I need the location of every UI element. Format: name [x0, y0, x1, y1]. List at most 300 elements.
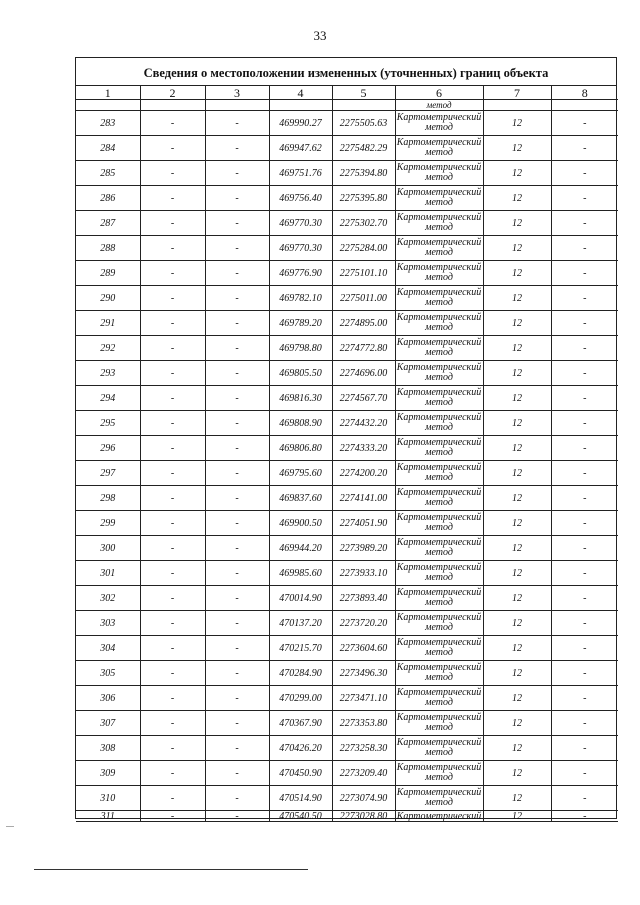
method-line: Картометрический: [396, 612, 482, 623]
column-2-cell: -: [140, 611, 205, 636]
method-line: метод: [425, 522, 453, 533]
column-2-cell: -: [140, 511, 205, 536]
table-row: [76, 786, 618, 811]
table-row: [76, 486, 618, 511]
y-coordinate-cell: 2274141.00: [332, 486, 395, 511]
y-coordinate-cell: 2275395.80: [332, 186, 395, 211]
y-coordinate-cell: 2275505.63: [332, 111, 395, 136]
point-number-cell: 288: [76, 236, 140, 261]
y-coordinate-cell: 2275011.00: [332, 286, 395, 311]
x-coordinate-cell: 469837.60: [269, 486, 332, 511]
table-row: [76, 636, 618, 661]
table-row: [76, 461, 618, 486]
method-line: Картометрический: [396, 337, 482, 348]
column-8-cell: -: [551, 736, 618, 761]
method-line: метод: [425, 597, 453, 608]
column-8-cell: -: [551, 786, 618, 811]
column-3-cell: -: [205, 561, 269, 586]
method-cell: [395, 711, 483, 736]
method-line: Картометрический: [396, 412, 482, 423]
method-cell: [395, 536, 483, 561]
method-line: Картометрический: [396, 462, 482, 473]
column-8-cell: -: [551, 711, 618, 736]
method-line: Картометрический: [396, 562, 482, 573]
y-coordinate-cell: 2273989.20: [332, 536, 395, 561]
method-line: метод: [425, 472, 453, 483]
method-line: Картометрический: [396, 187, 482, 198]
column-2-cell: -: [140, 686, 205, 711]
page-number: 33: [313, 28, 327, 43]
method-cell: [395, 511, 483, 536]
column-8-cell: -: [551, 486, 618, 511]
accuracy-cell: 12: [483, 386, 551, 411]
column-2-cell: -: [140, 386, 205, 411]
column-3-cell: -: [205, 336, 269, 361]
column-header: 2: [140, 86, 205, 100]
method-cell: [395, 311, 483, 336]
column-2-cell: -: [140, 561, 205, 586]
accuracy-cell: 12: [483, 611, 551, 636]
method-line: Картометрический: [396, 637, 482, 648]
x-coordinate-cell: 470299.00: [269, 686, 332, 711]
method-line: метод: [425, 797, 453, 808]
y-coordinate-cell: 2273258.30: [332, 736, 395, 761]
column-2-cell: -: [140, 786, 205, 811]
column-3-cell: -: [205, 486, 269, 511]
column-2-cell: -: [140, 236, 205, 261]
accuracy-cell: 12: [483, 736, 551, 761]
x-coordinate-cell: 469776.90: [269, 261, 332, 286]
column-3-cell: -: [205, 661, 269, 686]
x-coordinate-cell: 469795.60: [269, 461, 332, 486]
column-2-cell: -: [140, 536, 205, 561]
method-cell: [395, 461, 483, 486]
method-line: Картометрический: [396, 587, 482, 598]
method-line: метод: [425, 497, 453, 508]
method-cell: [395, 636, 483, 661]
column-header-row: [76, 86, 618, 100]
x-coordinate-cell: 470514.90: [269, 786, 332, 811]
table-row: [76, 586, 618, 611]
column-2-cell: -: [140, 211, 205, 236]
column-3-cell: -: [205, 711, 269, 736]
point-number-cell: 298: [76, 486, 140, 511]
method-line: Картометрический: [396, 162, 482, 173]
accuracy-cell: 12: [483, 211, 551, 236]
method-line: Картометрический: [396, 212, 482, 223]
point-number-cell: 309: [76, 761, 140, 786]
method-line: Картометрический: [396, 237, 482, 248]
point-number-cell: 289: [76, 261, 140, 286]
column-2-cell: -: [140, 411, 205, 436]
method-line: Картометрический: [396, 137, 482, 148]
method-cell: [395, 761, 483, 786]
column-3-cell: -: [205, 511, 269, 536]
table-row: [76, 536, 618, 561]
x-coordinate-cell: 470367.90: [269, 711, 332, 736]
x-coordinate-cell: 469789.20: [269, 311, 332, 336]
column-8-cell: -: [551, 811, 618, 822]
method-line: метод: [425, 172, 453, 183]
accuracy-cell: 12: [483, 536, 551, 561]
column-3-cell: -: [205, 736, 269, 761]
x-coordinate-cell: 469756.40: [269, 186, 332, 211]
column-8-cell: -: [551, 136, 618, 161]
method-cell: [395, 736, 483, 761]
column-8-cell: -: [551, 211, 618, 236]
x-coordinate-cell: 470215.70: [269, 636, 332, 661]
method-line: метод: [425, 122, 453, 133]
table-row: [76, 336, 618, 361]
y-coordinate-cell: 2273720.20: [332, 611, 395, 636]
column-2-cell: -: [140, 261, 205, 286]
y-coordinate-cell: 2275101.10: [332, 261, 395, 286]
method-line: Картометрический: [396, 762, 482, 773]
y-coordinate-cell: 2273209.40: [332, 761, 395, 786]
method-line: Картометрический: [396, 387, 482, 398]
method-cell: [395, 586, 483, 611]
x-coordinate-cell: 469798.80: [269, 336, 332, 361]
method-cell: Картометрический: [396, 810, 482, 822]
point-number-cell: 307: [76, 711, 140, 736]
point-number-cell: 285: [76, 161, 140, 186]
y-coordinate-cell: 2275302.70: [332, 211, 395, 236]
column-header: 8: [551, 86, 618, 100]
method-line: Картометрический: [396, 662, 482, 673]
accuracy-cell: 12: [483, 511, 551, 536]
column-3-cell: -: [205, 186, 269, 211]
method-cell: [395, 686, 483, 711]
method-line: Картометрический: [396, 112, 482, 123]
table-row: [76, 436, 618, 461]
method-line: метод: [425, 572, 453, 583]
point-number-cell: 286: [76, 186, 140, 211]
y-coordinate-cell: 2274567.70: [332, 386, 395, 411]
point-number-cell: 296: [76, 436, 140, 461]
table-row: [76, 761, 618, 786]
method-cell: [395, 261, 483, 286]
column-3-cell: -: [205, 636, 269, 661]
table-row: [76, 261, 618, 286]
x-coordinate-cell: 469947.62: [269, 136, 332, 161]
method-line: Картометрический: [396, 737, 482, 748]
margin-mark: [6, 826, 14, 827]
column-3-cell: -: [205, 261, 269, 286]
accuracy-cell: 12: [483, 586, 551, 611]
method-line: метод: [425, 722, 453, 733]
column-8-cell: -: [551, 561, 618, 586]
column-8-cell: -: [551, 236, 618, 261]
y-coordinate-cell: 2274200.20: [332, 461, 395, 486]
column-3-cell: -: [205, 686, 269, 711]
column-8-cell: -: [551, 336, 618, 361]
table-row: [76, 236, 618, 261]
column-2-cell: -: [140, 486, 205, 511]
table-title: Сведения о местоположении измененных (уточненных) границ объекта: [76, 58, 616, 86]
method-line: Картометрический: [396, 437, 482, 448]
point-number-cell: 305: [76, 661, 140, 686]
column-3-cell: -: [205, 311, 269, 336]
y-coordinate-cell: 2273604.60: [332, 636, 395, 661]
method-cell: [395, 411, 483, 436]
table-row: [76, 211, 618, 236]
column-8-cell: -: [551, 186, 618, 211]
method-cell: [395, 561, 483, 586]
point-number-cell: 291: [76, 311, 140, 336]
x-coordinate-cell: 469808.90: [269, 411, 332, 436]
method-line: метод: [425, 397, 453, 408]
column-8-cell: -: [551, 111, 618, 136]
column-8-cell: -: [551, 286, 618, 311]
point-number-cell: 301: [76, 561, 140, 586]
method-line: Картометрический: [396, 262, 482, 273]
point-number-cell: 295: [76, 411, 140, 436]
method-cell: [395, 336, 483, 361]
accuracy-cell: 12: [483, 761, 551, 786]
table-row: [76, 811, 618, 822]
accuracy-cell: 12: [483, 811, 551, 822]
point-number-cell: 299: [76, 511, 140, 536]
table-row: [76, 311, 618, 336]
accuracy-cell: 12: [483, 486, 551, 511]
accuracy-cell: 12: [483, 661, 551, 686]
point-number-cell: 290: [76, 286, 140, 311]
y-coordinate-cell: 2274432.20: [332, 411, 395, 436]
footer-rule: [34, 869, 308, 870]
x-coordinate-cell: 470284.90: [269, 661, 332, 686]
point-number-cell: 284: [76, 136, 140, 161]
table-row: [76, 686, 618, 711]
column-3-cell: -: [205, 536, 269, 561]
method-line: метод: [425, 222, 453, 233]
accuracy-cell: 12: [483, 361, 551, 386]
column-3-cell: -: [205, 161, 269, 186]
method-cell: [395, 361, 483, 386]
accuracy-cell: 12: [483, 436, 551, 461]
method-cell: [395, 161, 483, 186]
column-2-cell: -: [140, 111, 205, 136]
method-line: Картометрический: [396, 512, 482, 523]
table-row: [76, 561, 618, 586]
x-coordinate-cell: 469900.50: [269, 511, 332, 536]
point-number-cell: 310: [76, 786, 140, 811]
accuracy-cell: 12: [483, 186, 551, 211]
column-3-cell: -: [205, 461, 269, 486]
point-number-cell: 297: [76, 461, 140, 486]
column-8-cell: -: [551, 386, 618, 411]
x-coordinate-cell: 469782.10: [269, 286, 332, 311]
y-coordinate-cell: 2273028.80: [332, 811, 395, 822]
method-cell: [395, 186, 483, 211]
x-coordinate-cell: 470540.50: [269, 811, 332, 822]
column-3-cell: -: [205, 111, 269, 136]
y-coordinate-cell: 2273893.40: [332, 586, 395, 611]
accuracy-cell: 12: [483, 111, 551, 136]
method-line: Картометрический: [396, 487, 482, 498]
accuracy-cell: 12: [483, 336, 551, 361]
accuracy-cell: 12: [483, 711, 551, 736]
column-8-cell: -: [551, 611, 618, 636]
method-line: метод: [425, 747, 453, 758]
y-coordinate-cell: 2274051.90: [332, 511, 395, 536]
column-3-cell: -: [205, 786, 269, 811]
table-row: [76, 711, 618, 736]
column-3-cell: -: [205, 136, 269, 161]
table-row: [76, 136, 618, 161]
table-row: [76, 411, 618, 436]
y-coordinate-cell: 2275284.00: [332, 236, 395, 261]
x-coordinate-cell: 470014.90: [269, 586, 332, 611]
column-8-cell: -: [551, 461, 618, 486]
point-number-cell: 283: [76, 111, 140, 136]
accuracy-cell: 12: [483, 461, 551, 486]
method-cell: [395, 111, 483, 136]
x-coordinate-cell: 469816.30: [269, 386, 332, 411]
x-coordinate-cell: 470137.20: [269, 611, 332, 636]
table-row: [76, 186, 618, 211]
method-cell: [395, 611, 483, 636]
table-frame: [75, 57, 617, 822]
method-line: метод: [425, 247, 453, 258]
column-3-cell: -: [205, 286, 269, 311]
y-coordinate-cell: 2274895.00: [332, 311, 395, 336]
accuracy-cell: 12: [483, 686, 551, 711]
column-header: 3: [205, 86, 269, 100]
table-row: [76, 511, 618, 536]
x-coordinate-cell: 469944.20: [269, 536, 332, 561]
accuracy-cell: 12: [483, 636, 551, 661]
column-3-cell: -: [205, 761, 269, 786]
table-row: [76, 661, 618, 686]
accuracy-cell: 12: [483, 311, 551, 336]
column-2-cell: -: [140, 311, 205, 336]
method-line: метод: [425, 197, 453, 208]
method-line: метод: [425, 422, 453, 433]
method-line: метод: [425, 372, 453, 383]
point-number-cell: 294: [76, 386, 140, 411]
y-coordinate-cell: 2275482.29: [332, 136, 395, 161]
column-header: 7: [483, 86, 551, 100]
method-cell: [395, 661, 483, 686]
table-row: [76, 611, 618, 636]
column-3-cell: -: [205, 411, 269, 436]
column-2-cell: -: [140, 186, 205, 211]
table-row: [76, 286, 618, 311]
column-3-cell: -: [205, 811, 269, 822]
point-number-cell: 304: [76, 636, 140, 661]
column-8-cell: -: [551, 161, 618, 186]
method-line: метод: [425, 622, 453, 633]
column-8-cell: -: [551, 761, 618, 786]
column-header: 4: [269, 86, 332, 100]
y-coordinate-cell: 2274696.00: [332, 361, 395, 386]
y-coordinate-cell: 2273933.10: [332, 561, 395, 586]
column-8-cell: -: [551, 636, 618, 661]
column-header: 1: [76, 86, 140, 100]
method-line: метод: [425, 447, 453, 458]
method-line: метод: [425, 147, 453, 158]
column-3-cell: -: [205, 211, 269, 236]
method-line: метод: [425, 672, 453, 683]
method-line: Картометрический: [396, 362, 482, 373]
column-8-cell: -: [551, 586, 618, 611]
table-row: [76, 736, 618, 761]
method-cell: [395, 211, 483, 236]
table-row: [76, 161, 618, 186]
method-line: Картометрический: [396, 712, 482, 723]
column-header: 5: [332, 86, 395, 100]
y-coordinate-cell: 2275394.80: [332, 161, 395, 186]
method-cell: [395, 486, 483, 511]
accuracy-cell: 12: [483, 786, 551, 811]
column-2-cell: -: [140, 736, 205, 761]
method-line: Картометрический: [396, 312, 482, 323]
column-3-cell: -: [205, 236, 269, 261]
point-number-cell: 293: [76, 361, 140, 386]
column-8-cell: -: [551, 361, 618, 386]
column-2-cell: -: [140, 161, 205, 186]
column-8-cell: -: [551, 436, 618, 461]
column-8-cell: -: [551, 536, 618, 561]
method-line: метод: [425, 272, 453, 283]
method-cell: [395, 136, 483, 161]
method-cell: [395, 236, 483, 261]
method-cell: [395, 786, 483, 811]
y-coordinate-cell: 2273074.90: [332, 786, 395, 811]
point-number-cell: 306: [76, 686, 140, 711]
method-line: метод: [425, 547, 453, 558]
y-coordinate-cell: 2273353.80: [332, 711, 395, 736]
method-line: Картометрический: [396, 287, 482, 298]
point-number-cell: 302: [76, 586, 140, 611]
method-line: Картометрический: [396, 687, 482, 698]
y-coordinate-cell: 2274333.20: [332, 436, 395, 461]
column-2-cell: -: [140, 436, 205, 461]
method-line: метод: [425, 347, 453, 358]
y-coordinate-cell: 2273471.10: [332, 686, 395, 711]
x-coordinate-cell: 469985.60: [269, 561, 332, 586]
accuracy-cell: 12: [483, 286, 551, 311]
method-cell: [395, 286, 483, 311]
table-row: [76, 111, 618, 136]
column-3-cell: -: [205, 586, 269, 611]
column-8-cell: -: [551, 261, 618, 286]
point-number-cell: 311: [76, 811, 140, 822]
column-8-cell: -: [551, 511, 618, 536]
point-number-cell: 308: [76, 736, 140, 761]
method-line: Картометрический: [396, 787, 482, 798]
column-2-cell: -: [140, 711, 205, 736]
x-coordinate-cell: 469751.76: [269, 161, 332, 186]
x-coordinate-cell: 469770.30: [269, 211, 332, 236]
coordinates-table: [76, 86, 618, 822]
column-2-cell: -: [140, 761, 205, 786]
column-2-cell: -: [140, 136, 205, 161]
column-8-cell: -: [551, 661, 618, 686]
x-coordinate-cell: 469770.30: [269, 236, 332, 261]
column-2-cell: -: [140, 811, 205, 822]
method-line: метод: [425, 772, 453, 783]
column-2-cell: -: [140, 336, 205, 361]
continuation-row: [76, 100, 618, 111]
method-line: метод: [425, 647, 453, 658]
column-2-cell: -: [140, 586, 205, 611]
method-cell: метод: [395, 100, 483, 111]
point-number-cell: 287: [76, 211, 140, 236]
x-coordinate-cell: 470450.90: [269, 761, 332, 786]
method-line: Картометрический: [396, 537, 482, 548]
method-cell: [395, 436, 483, 461]
